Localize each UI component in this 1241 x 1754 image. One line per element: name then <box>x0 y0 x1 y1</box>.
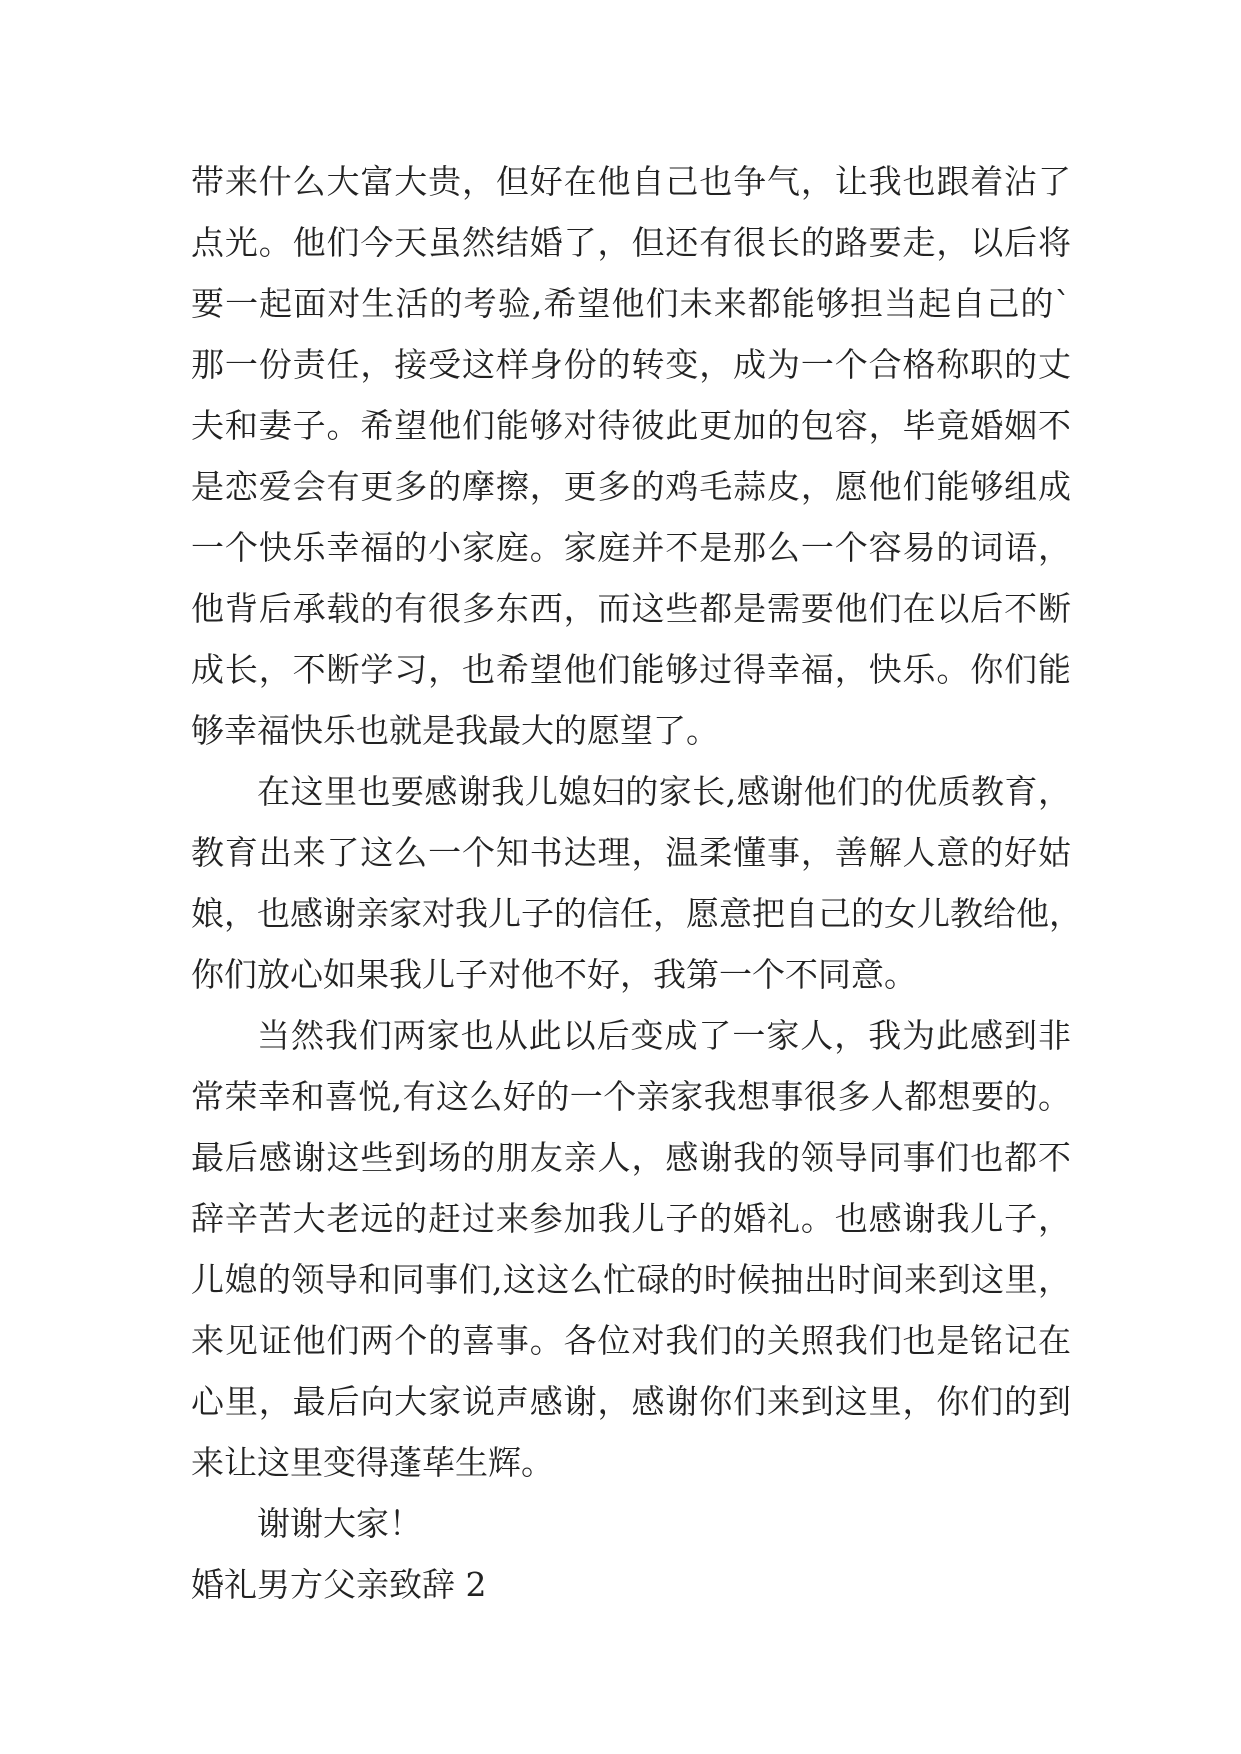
body-text-line: 那一份责任，接受这样身份的转变，成为一个合格称职的丈 <box>191 345 1071 384</box>
body-text-line: 娘，也感谢亲家对我儿子的信任，愿意把自己的女儿教给他， <box>191 894 1082 933</box>
body-text-line: 你们放心如果我儿子对他不好，我第一个不同意。 <box>191 955 917 994</box>
body-text-line: 常荣幸和喜悦,有这么好的一个亲家我想事很多人都想要的。 <box>191 1077 1071 1116</box>
body-text-line: 够幸福快乐也就是我最大的愿望了。 <box>191 711 719 750</box>
body-text-line: 儿媳的领导和同事们,这这么忙碌的时候抽出时间来到这里， <box>191 1260 1071 1299</box>
paragraph-first-line: 当然我们两家也从此以后变成了一家人，我为此感到非 <box>257 1016 1071 1055</box>
body-text-line: 成长，不断学习，也希望他们能够过得幸福，快乐。你们能 <box>191 650 1071 689</box>
body-text-line: 要一起面对生活的考验,希望他们未来都能够担当起自己的` <box>191 284 1071 323</box>
body-text-line: 夫和妻子。希望他们能够对待彼此更加的包容，毕竟婚姻不 <box>191 406 1071 445</box>
body-text-line: 是恋爱会有更多的摩擦，更多的鸡毛蒜皮，愿他们能够组成 <box>191 467 1071 506</box>
paragraph-first-line: 在这里也要感谢我儿媳妇的家长,感谢他们的优质教育， <box>257 772 1071 811</box>
body-text-line: 最后感谢这些到场的朋友亲人，感谢我的领导同事们也都不 <box>191 1138 1071 1177</box>
body-text-line: 辞辛苦大老远的赶过来参加我儿子的婚礼。也感谢我儿子， <box>191 1199 1071 1238</box>
body-text-line: 带来什么大富大贵，但好在他自己也争气，让我也跟着沾了 <box>191 162 1071 201</box>
body-text-line: 心里，最后向大家说声感谢，感谢你们来到这里，你们的到 <box>191 1382 1071 1421</box>
body-text-line: 教育出来了这么一个知书达理，温柔懂事，善解人意的好姑 <box>191 833 1071 872</box>
body-text-line: 点光。他们今天虽然结婚了，但还有很长的路要走，以后将 <box>191 223 1071 262</box>
body-text-line: 一个快乐幸福的小家庭。家庭并不是那么一个容易的词语， <box>191 528 1071 567</box>
closing-thanks: 谢谢大家！ <box>257 1504 422 1543</box>
body-text-line: 他背后承载的有很多东西，而这些都是需要他们在以后不断 <box>191 589 1071 628</box>
section-heading: 婚礼男方父亲致辞 2 <box>191 1565 487 1604</box>
body-text-line: 来让这里变得蓬荜生辉。 <box>191 1443 554 1482</box>
body-text-line: 来见证他们两个的喜事。各位对我们的关照我们也是铭记在 <box>191 1321 1071 1360</box>
